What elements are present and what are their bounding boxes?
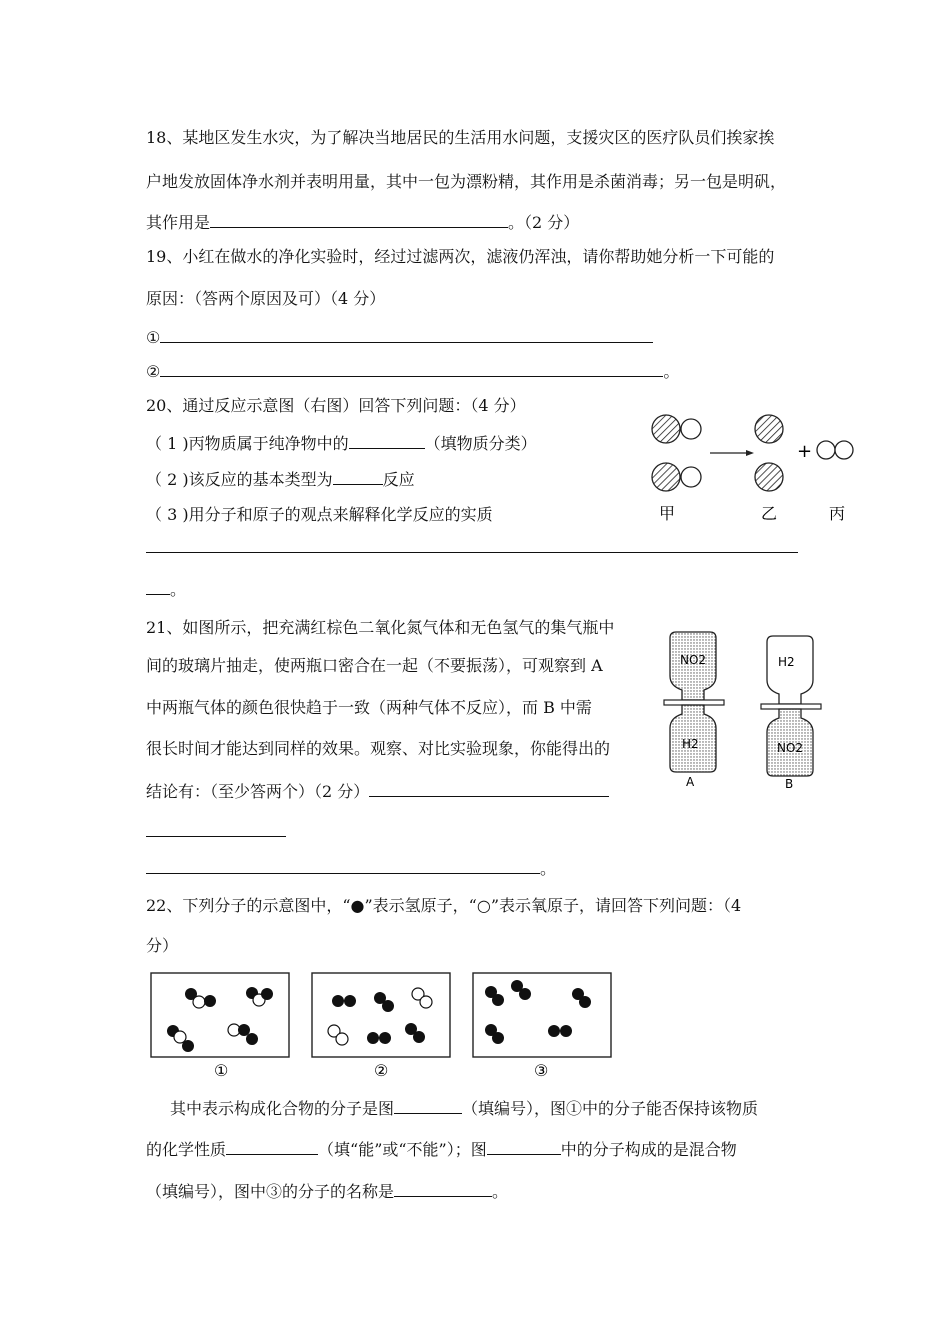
q18-answer-blank[interactable] — [210, 211, 508, 228]
bottle-b-plate — [761, 704, 821, 709]
q22-p2-a: 的化学性质 — [146, 1140, 227, 1159]
bottle-a-top — [670, 632, 716, 700]
bottle-a-top-label: NO2 — [680, 653, 707, 667]
label-jia: 甲 — [659, 504, 676, 523]
bottle-a-bottom-label: H2 — [682, 737, 699, 751]
q21-answer-blank2[interactable] — [146, 836, 286, 837]
q20-sub1-pre: （ 1 )丙物质属于纯净物中的 — [146, 434, 349, 453]
yi-atom-top — [755, 415, 783, 443]
gas-bottles-diagram — [660, 630, 840, 795]
q20-sub2-pre: （ 2 )该反应的基本类型为 — [146, 470, 333, 489]
box-label-3: ③ — [534, 1061, 549, 1080]
q22-blank-name[interactable] — [394, 1180, 492, 1197]
q19-mark1: ① — [146, 328, 161, 347]
q21-line5 — [146, 780, 609, 802]
q21-line3: 中两瓶气体的颜色很快趋于一致（两种气体不反应），而 B 中需 — [146, 698, 592, 717]
q21-answer-blank3[interactable] — [146, 857, 540, 874]
q19-line1: 19、小红在做水的净化实验时，经过过滤两次，滤液仍浑浊，请你帮助她分析一下可能的 — [146, 247, 775, 266]
reaction-diagram — [640, 405, 870, 530]
q20-sub1 — [146, 432, 537, 454]
q21-end: 。 — [540, 859, 557, 878]
q19-answer1 — [146, 326, 653, 348]
jia-molecule-bottom — [652, 463, 701, 491]
q20-end-row — [146, 578, 186, 600]
q22-blank-mixture[interactable] — [487, 1138, 561, 1155]
q21-line1: 21、如图所示，把充满红棕色二氧化氮气体和无色氢气的集气瓶中 — [146, 618, 615, 637]
q20-sub1-post: （填物质分类） — [424, 434, 537, 453]
q21-answer-blank1[interactable] — [369, 780, 609, 797]
q21-answer-row3 — [146, 857, 556, 879]
bottle-a-caption: A — [686, 775, 695, 789]
q20-sub2-post: 反应 — [382, 470, 415, 489]
label-bing: 丙 — [829, 504, 846, 523]
q19-line2: 原因：（答两个原因及可）（4 分） — [146, 289, 386, 308]
q19-answer2-blank[interactable] — [160, 360, 663, 377]
q20-sub1-blank[interactable] — [349, 432, 425, 449]
plus-sign: + — [797, 441, 813, 462]
label-yi: 乙 — [761, 504, 778, 523]
q22-line2: 分） — [146, 936, 179, 955]
bottle-b-top — [767, 636, 813, 704]
molecule-box-2 — [312, 973, 450, 1057]
q20-sub2-blank[interactable] — [333, 468, 383, 485]
q22-blank-compound[interactable] — [394, 1097, 462, 1114]
bottle-a-bottom — [670, 705, 716, 772]
q21-line5-pre: 结论有：（至少答两个）（2 分） — [146, 782, 370, 801]
q19-end: 。 — [663, 362, 680, 381]
q19-mark2: ② — [146, 362, 161, 381]
q20-title: 20、通过反应示意图（右图）回答下列问题：（4 分） — [146, 396, 526, 415]
q19-answer1-blank[interactable] — [160, 326, 653, 343]
q21-line4: 很长时间才能达到同样的效果。观察、对比实验现象，你能得出的 — [146, 739, 611, 758]
molecule-boxes-diagram — [148, 970, 614, 1082]
molecule-box-1 — [151, 973, 289, 1057]
q22-p2-c: 中的分子构成的是混合物 — [560, 1140, 737, 1159]
q22-p3-a: （填编号），图中③的分子的名称是 — [146, 1182, 395, 1201]
q18-line1: 18、某地区发生水灾，为了解决当地居民的生活用水问题，支援灾区的医疗队员们挨家挨 — [146, 128, 775, 147]
bottle-b-bottom-label: NO2 — [777, 741, 804, 755]
q20-end: 。 — [170, 580, 187, 599]
bottle-a-plate — [664, 700, 724, 705]
box-label-1: ① — [214, 1061, 229, 1080]
bing-molecule — [817, 441, 853, 459]
q22-para-line2 — [146, 1138, 737, 1160]
q20-sub3-blank-end[interactable] — [146, 578, 170, 595]
bottle-b-caption: B — [785, 777, 794, 791]
q20-sub3-blank[interactable] — [146, 552, 798, 553]
q22-para-line3 — [146, 1180, 508, 1202]
yi-atom-bottom — [755, 463, 783, 491]
q21-line2: 间的玻璃片抽走，使两瓶口密合在一起（不要振荡），可观察到 A — [146, 656, 603, 675]
q22-para-line1 — [170, 1097, 758, 1119]
q22-p1-b: （填编号），图①中的分子能否保持该物质 — [462, 1099, 759, 1118]
q22-p3-b: 。 — [492, 1182, 509, 1201]
q18-line3 — [146, 211, 579, 233]
q22-p1-a: 其中表示构成化合物的分子是图 — [170, 1099, 395, 1118]
box-label-2: ② — [374, 1061, 389, 1080]
q20-sub2 — [146, 468, 415, 490]
q19-answer2 — [146, 360, 679, 382]
bottle-b-top-label: H2 — [778, 655, 795, 669]
q22-p2-b: （填“能”或“不能”）；图 — [318, 1140, 487, 1159]
bottle-b-bottom — [767, 709, 813, 776]
q18-line3-post: 。（2 分） — [508, 213, 580, 232]
q18-line3-pre: 其作用是 — [146, 213, 211, 232]
q20-sub3: （ 3 )用分子和原子的观点来解释化学反应的实质 — [146, 505, 493, 524]
molecule-box-3 — [473, 973, 611, 1057]
jia-molecule-top — [652, 415, 701, 443]
q18-line2: 户地发放固体净水剂并表明用量，其中一包为漂粉精，其作用是杀菌消毒；另一包是明矾， — [146, 172, 787, 191]
q22-line1: 22、下列分子的示意图中，“●”表示氢原子，“○”表示氧原子，请回答下列问题：（4 — [146, 896, 742, 915]
q22-blank-property[interactable] — [226, 1138, 318, 1155]
reaction-arrow-icon — [710, 450, 754, 456]
